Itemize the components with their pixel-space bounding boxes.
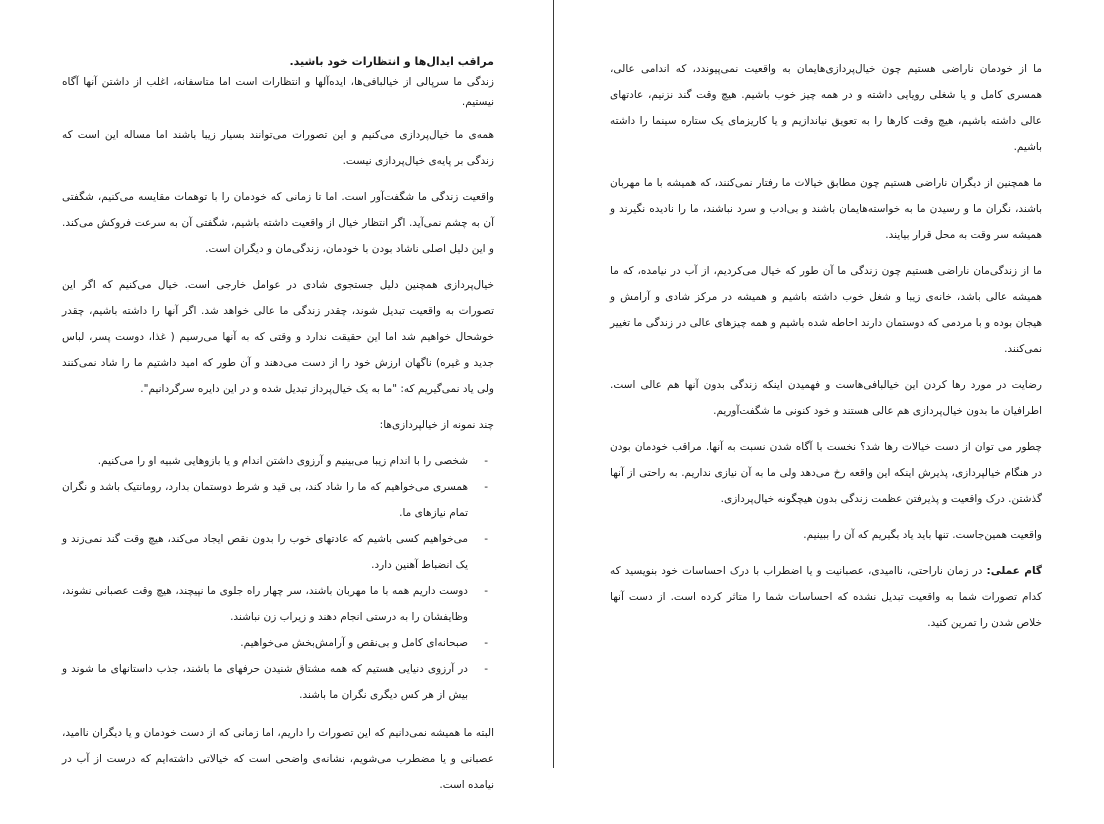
paragraph: واقعیت همین‌جاست. تنها باید یاد بگیریم که آن را ببینیم.	[803, 529, 1042, 541]
paragraph: البته ما همیشه نمی‌دانیم که این تصورات را داریم، اما زمانی که از دست خودمان و یا دیگران ناامید، عصبانی و یا مضطرب می‌شویم، نشانه‌ی واضحی است که خیالاتی داشته‌ایم که درست از آب در نیامده است.	[62, 727, 494, 791]
examples-list	[62, 448, 494, 708]
paragraph: خیال‌پردازی همچنین دلیل جستجوی شادی در عوامل خارجی است. خیال می‌کنیم که اگر این تصورات به واقعیت تبدیل شوند، چقدر زندگی ما عالی خواهد شد. اگر آنها را داشته باشیم، چقدر خوشحال خواهیم شد اما این حقیقت ندارد و وقتی که به آنها می‌رسیم ( غذا، دوست پسر، لباس جدید و غیره) ناگهان ارزش خود را از دست می‌دهند و آن طور که امید داشتیم ما را شاد نمی‌کنند ولی یاد نمی‌گیریم که: "ما به یک خیال‌پرداز تبدیل شده و در این دایره سرگردانیم".	[62, 279, 494, 395]
practical-step-text: در زمان ناراحتی، ناامیدی، عصبانیت و یا اضطراب با درک احساسات خود بنویسید که کدام تصورات شما به واقعیت تبدیل نشده که احساسات شما را متاثر کرده است. از دست آنها خلاص شدن را تمرین کنید.	[610, 565, 1042, 629]
paragraph: چطور می توان از دست خیالات رها شد؟ نخست با آگاه شدن نسبت به آنها. مراقب خودمان بودن در هنگام خیالپردازی، پذیرش اینکه این واقعه رخ می‌دهد ولی ما به آن نیازی نداریم. به راحتی از آنها گذشتن. درک واقعیت و پذیرفتن عظمت زندگی بدون هیچگونه خیال‌پردازی.	[610, 441, 1042, 505]
list-item: - می‌خواهیم کسی باشیم که عادتهای خوب را بدون نقص ایجاد می‌کند، هیچ وقت گند نمی‌زند و یک انضباط آهنین دارد.	[62, 526, 468, 578]
paragraph: همه‌ی ما خیال‌پردازی می‌کنیم و این تصورات می‌توانند بسیار زیبا باشند اما مساله این است که زندگی بر پایه‌ی خیال‌پردازی نیست.	[62, 129, 494, 167]
page-divider	[553, 0, 554, 768]
list-item: - صبحانه‌ای کامل و بی‌نقص و آرامش‌بخش می‌خواهیم.	[62, 630, 468, 656]
list-item: - دوست داریم همه با ما مهربان باشند، سر چهار راه جلوی ما نپیچند، هیچ وقت عصبانی نشوند، وظایفشان را به درستی انجام دهند و زیراب زن نباشند.	[62, 578, 468, 630]
paragraph: واقعیت زندگی ما شگفت‌آور است. اما تا زمانی که خودمان را با توهمات مقایسه می‌کنیم، شگفتی آن به چشم نمی‌آید. اگر انتظار خیال از واقعیت داشته باشیم، شگفتی آن به سرعت فروکش می‌کند. و این دلیل اصلی ناشاد بودن با خودمان، زندگی‌مان و دیگران است.	[62, 191, 494, 255]
intro-paragraph: زندگی ما سرپالی از خیالبافی‌ها، ایده‌آلها و انتظارات است اما متاسفانه، اغلب از داشتن آنها آگاه نیستیم.	[62, 76, 494, 108]
paragraph: ما از زندگی‌مان ناراضی هستیم چون زندگی ما آن طور که خیال می‌کردیم، از آب در نیامده، که ما همیشه عالی باشد، خانه‌ی زیبا و شغل خوب داشته باشیم و همیشه در مرکز شادی و آرامش و هیجان بوده و با مردمی که دوستمان دارند احاطه شده باشیم و همه چیزهای عالی در زندگی ما تغییر نمی‌کنند.	[610, 265, 1042, 355]
examples-title: چند نمونه از خیالپردازی‌ها:	[379, 419, 494, 431]
paragraph: ما همچنین از دیگران ناراضی هستیم چون مطابق خیالات ما رفتار نمی‌کنند، که همیشه با ما مهربان باشند، نگران ما و رسیدن ما به خواسته‌هایمان باشند و بی‌ادب و سرد نباشند، ما را نادیده نگیرند و همیشه سر وقت به محل قرار بیایند.	[610, 177, 1042, 241]
list-item: - شخصی را با اندام زیبا می‌بینیم و آرزوی داشتن اندام و یا بازوهایی شبیه او را می‌کنیم.	[62, 448, 468, 474]
paragraph: رضایت در مورد رها کردن این خیالبافی‌هاست و فهمیدن اینکه زندگی بدون آنها هم عالی است. اطرافیان ما بدون خیال‌پردازی هم عالی هستند و خود کنونی ما شگفت‌آوریم.	[610, 379, 1042, 417]
section-heading: مراقب ایدال‌ها و انتظارات خود باشید.	[289, 55, 494, 68]
paragraph: ما از خودمان ناراضی هستیم چون خیال‌پردازی‌هایمان به واقعیت نمی‌پیوندد، که اندامی عالی، همسری کامل و یا شغلی رویایی داشته و در همه چیز خوب باشیم. هیچ وقت گند نزنیم، عادتهای عالی داشته باشیم، هیچ وقت کارها را به تعویق نیاندازیم و یا کاریزمای یک ستاره سینما را داشته باشیم.	[610, 63, 1042, 153]
right-page	[610, 0, 1042, 824]
left-page	[62, 0, 494, 820]
practical-step	[610, 558, 1042, 636]
list-item: - همسری می‌خواهیم که ما را شاد کند، بی قید و شرط دوستمان بدارد، رومانتیک باشد و نگران تمام نیازهای ما.	[62, 474, 468, 526]
list-item: - در آرزوی دنیایی هستیم که همه مشتاق شنیدن حرفهای ما باشند، جذب داستانهای ما شوند و بیش از هر کس دیگری نگران ما باشند.	[62, 656, 468, 708]
practical-step-label: گام عملی:	[986, 565, 1042, 577]
